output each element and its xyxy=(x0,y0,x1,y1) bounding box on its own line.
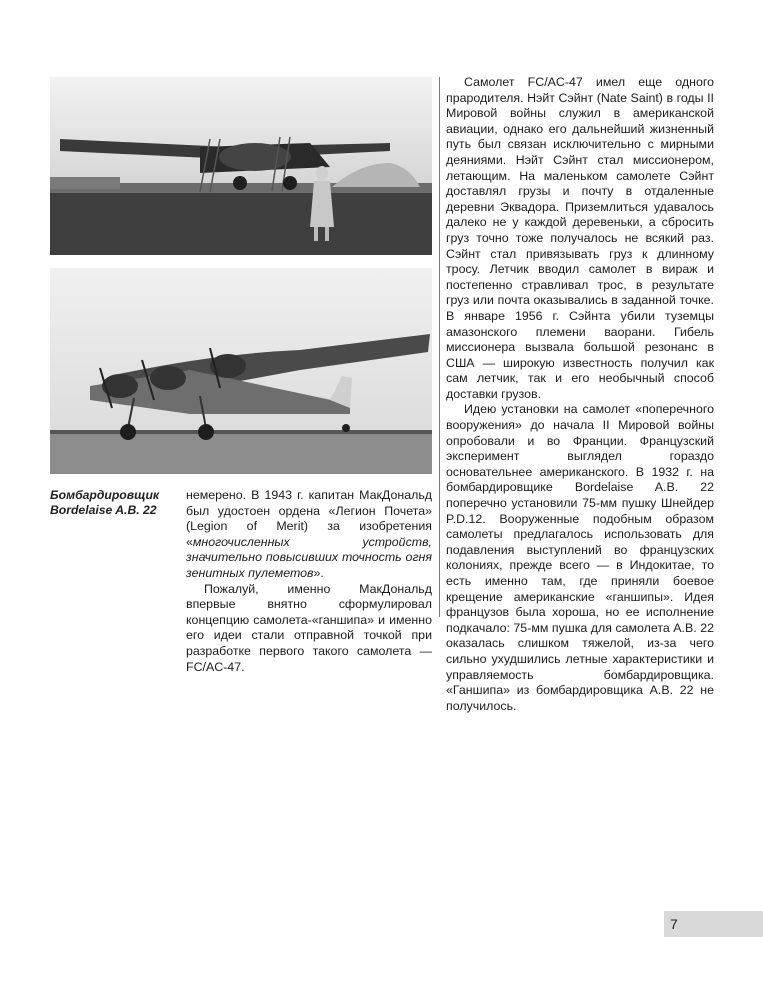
caption-line-1: Бомбардировщик xyxy=(50,488,160,502)
photo-aircraft-airfield-image xyxy=(50,77,432,255)
photo-bordelaise-ab22-image xyxy=(50,268,432,474)
page-number: 7 xyxy=(670,916,678,932)
middle-text-column xyxy=(186,488,432,675)
caption-line-2: Bordelaise A.B. 22 xyxy=(50,503,157,517)
right-paragraph-1: Самолет FC/AC-47 имел еще одного прародителя. Нэйт Сэйнт (Nate Saint) в годы II Мировой войны служил в американской авиации, однако его дальнейший жизненный путь был связан исключительно с мирными деяниями. Нэйт Сэйнт стал миссионером, летающим. На маленьком самолете Сэйнт доставлял грузы и почту в отдаленные деревни Эквадора. Приземлиться удавалось далеко не у каждой деревеньки, а сбросить груз точно тоже получалось не всякий раз. Сэйнт стал привязывать груз к длинному тросу. Летчик вводил самолет в вираж и постепенно стравливал трос, в результате груз или почта оказывались в заданной точке. В январе 1956 г. Сэйнта убили туземцы амазонского племени ваорани. Гибель миссионера вызвала большой резонанс в США — широкую известность получил как сам летчик, так и его необычный способ доставки грузов. xyxy=(446,75,714,401)
photo-caption xyxy=(50,488,180,518)
middle-paragraph-1 xyxy=(186,488,432,582)
right-text-column xyxy=(446,75,714,714)
middle-p1-end: ». xyxy=(313,565,324,580)
column-divider xyxy=(439,77,440,617)
page-number-tab xyxy=(664,911,763,937)
middle-paragraph-2: Пожалуй, именно МакДональд впервые внятно сформулировал концепцию самолета-«ганшипа» и именно его идеи стали отправной точкой при разработке первого такого самолета — FC/AC-47. xyxy=(186,581,432,674)
middle-p1-start: немерено. В 1943 г. капитан МакДональд был удостоен ордена «Легион Почета» (Legion of Merit) за изобретения « xyxy=(186,488,432,549)
photo-bordelaise-ab22 xyxy=(50,268,432,474)
middle-p1-italic: многочисленных устройств, значительно повысивших точность огня зенитных пулеметов xyxy=(186,534,432,580)
right-paragraph-2: Идею установки на самолет «поперечного вооружения» до начала II Мировой войны опробовали и во Франции. Французский эксперимент выглядел гораздо основательнее американского. В 1932 г. на бомбардировщике Bordelaise A.B. 22 поперечно установили 75-мм пушку Шнейдер P.D.12. Вооруженные подобным образом самолеты предлагалось использовать для подавления выступлений во французских колониях, прежде всего — в Индокитае, то есть именно там, где приняли боевое крещение американские «ганшипы». Идея французов была хороша, но ее исполнение подкачало: 75-мм пушка для самолета A.B. 22 оказалась слишком тяжелой, из-за чего сильно ухудшились летные характеристики и управляемость бомбардировщика. «Ганшипа» из бомбардировщика A.B. 22 не получилось. xyxy=(446,402,714,713)
photo-aircraft-airfield xyxy=(50,77,432,255)
